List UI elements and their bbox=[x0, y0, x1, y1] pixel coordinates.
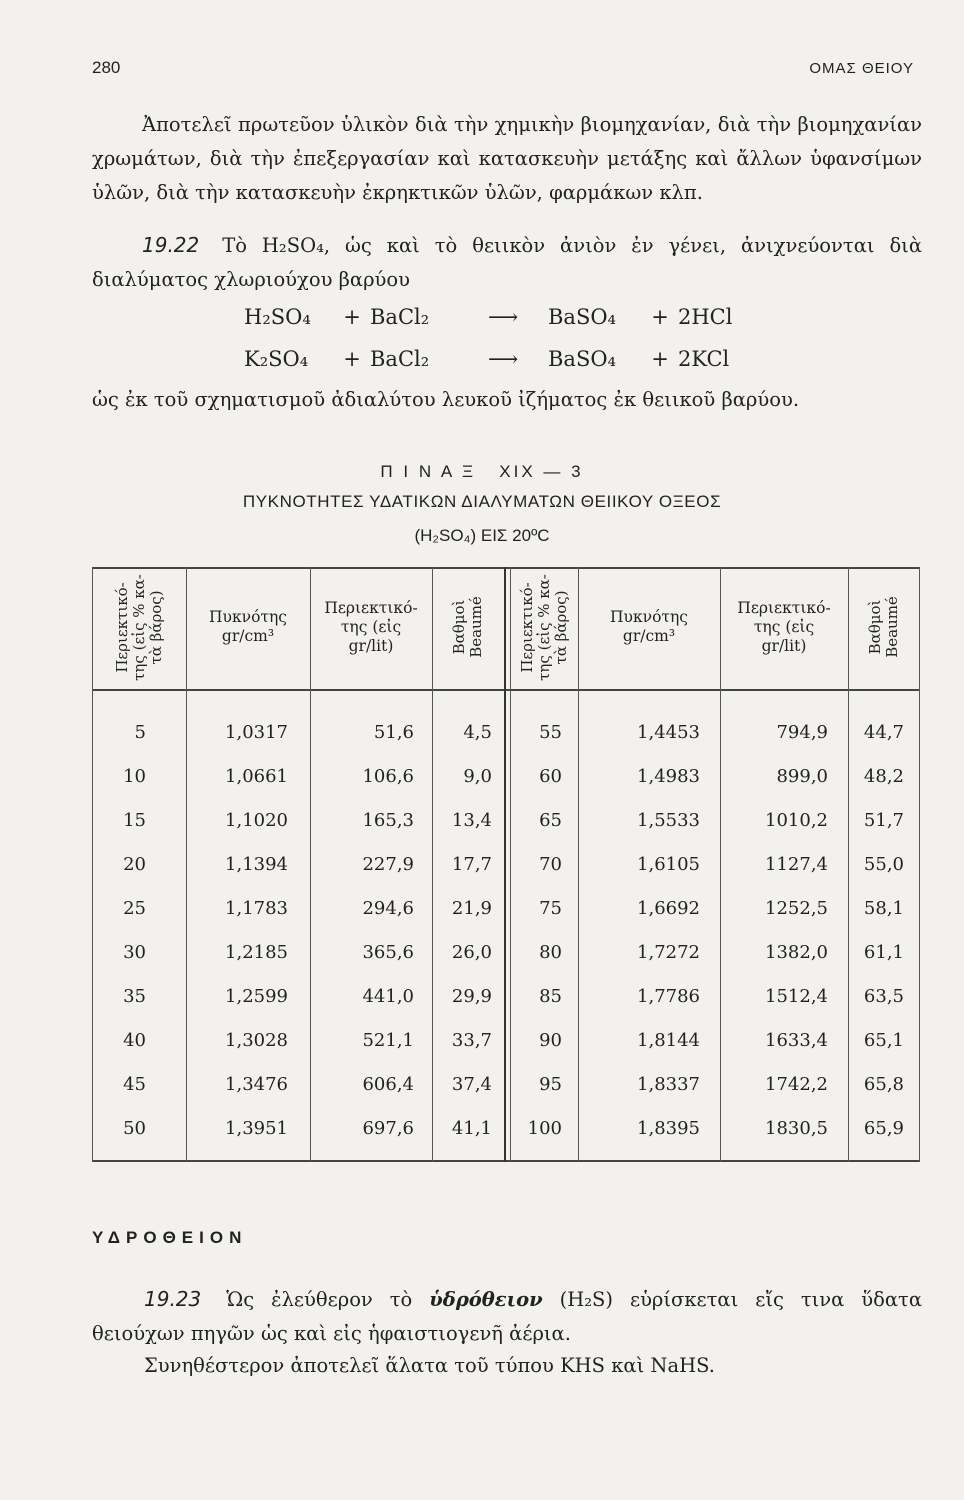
cell-density: 1,0661 bbox=[225, 766, 288, 787]
eq-term: K₂SO₄ bbox=[244, 347, 309, 371]
cell-density: 1,2599 bbox=[225, 986, 288, 1007]
cell-concentration: 794,9 bbox=[776, 722, 828, 743]
cell-percent: 20 bbox=[123, 854, 146, 875]
header-percent-right: Περιεκτικό- της (εἰς % κα- τὰ βάρος) bbox=[517, 573, 570, 681]
cell-baume: 33,7 bbox=[451, 1030, 492, 1051]
cell-percent: 35 bbox=[123, 986, 146, 1007]
section-text-before: Ὡς ἐλεύθερον τὸ bbox=[226, 1288, 413, 1311]
cell-baume: 37,4 bbox=[451, 1074, 492, 1095]
cell-baume: 61,1 bbox=[863, 942, 904, 963]
cell-density: 1,7786 bbox=[637, 986, 700, 1007]
cell-density: 1,1394 bbox=[225, 854, 288, 875]
term-hydrogen-sulfide: ὑδρόθειον bbox=[429, 1288, 543, 1311]
cell-baume: 17,7 bbox=[451, 854, 492, 875]
table-row bbox=[92, 975, 920, 1019]
cell-density: 1,3951 bbox=[225, 1118, 288, 1139]
table-row bbox=[92, 843, 920, 887]
table-subtitle: ΠΥΚΝΟΤΗΤΕΣ ΥΔΑΤΙΚΩΝ ΔΙΑΛΥΜΑΤΩΝ ΘΕΙΙΚΟΥ ΟΞΕΟΣ bbox=[242, 492, 722, 511]
eq-term: BaSO₄ bbox=[548, 305, 616, 329]
cell-concentration: 165,3 bbox=[362, 810, 414, 831]
equation-1 bbox=[244, 305, 764, 329]
table-row bbox=[92, 887, 920, 931]
cell-percent: 30 bbox=[123, 942, 146, 963]
section-heading-hydrogen-sulfide: ΥΔΡΟΘΕΙΟΝ bbox=[92, 1228, 248, 1247]
cell-concentration: 51,6 bbox=[373, 722, 414, 743]
header-percent-left: Περιεκτικό- της (εἰς % κα- τὰ βάρος) bbox=[112, 573, 165, 681]
cell-baume: 58,1 bbox=[863, 898, 904, 919]
salts-sentence: Συνηθέστερον ἀποτελεῖ ἅλατα τοῦ τύπου KHS καὶ NaHS. bbox=[144, 1354, 715, 1377]
cell-density: 1,3028 bbox=[225, 1030, 288, 1051]
cell-percent: 80 bbox=[539, 942, 562, 963]
cell-concentration: 365,6 bbox=[362, 942, 414, 963]
cell-density: 1,1020 bbox=[225, 810, 288, 831]
cell-percent: 70 bbox=[539, 854, 562, 875]
cell-percent: 100 bbox=[527, 1118, 562, 1139]
eq-term: BaSO₄ bbox=[548, 347, 616, 371]
table-row bbox=[92, 1019, 920, 1063]
cell-baume: 48,2 bbox=[863, 766, 904, 787]
eq-term: H₂SO₄ bbox=[244, 305, 311, 329]
cell-concentration: 1742,2 bbox=[765, 1074, 828, 1095]
section-text-after: (H₂S) εὑρίσκεται εἴς τινα ὕδατα θειούχων πηγῶν ὡς καὶ εἰς ἡφαιστιογενῆ ἀέρια. bbox=[92, 1288, 923, 1345]
cell-concentration: 1512,4 bbox=[765, 986, 828, 1007]
cell-percent: 5 bbox=[134, 722, 146, 743]
section-19-23-paragraph bbox=[92, 1282, 922, 1351]
table-subtitle-conditions: (H₂SO₄) ΕΙΣ 20ºC bbox=[414, 526, 550, 545]
cell-baume: 4,5 bbox=[463, 722, 492, 743]
table-row bbox=[92, 1107, 920, 1151]
cell-baume: 63,5 bbox=[863, 986, 904, 1007]
cell-density: 1,6692 bbox=[637, 898, 700, 919]
cell-baume: 41,1 bbox=[451, 1118, 492, 1139]
cell-concentration: 1127,4 bbox=[765, 854, 828, 875]
cell-concentration: 1382,0 bbox=[765, 942, 828, 963]
eq-operator: + bbox=[343, 347, 361, 371]
table-row bbox=[92, 755, 920, 799]
cell-density: 1,1783 bbox=[225, 898, 288, 919]
section-19-22-conclusion: ὡς ἐκ τοῦ σχηματισμοῦ ἀδιαλύτου λευκοῦ ἰζήματος ἐκ θειικοῦ βαρύου. bbox=[92, 388, 800, 411]
header-density-left: Πυκνότης gr/cm³ bbox=[209, 608, 287, 645]
density-table bbox=[92, 567, 920, 1162]
cell-density: 1,4453 bbox=[637, 722, 700, 743]
cell-concentration: 521,1 bbox=[362, 1030, 414, 1051]
cell-baume: 13,4 bbox=[451, 810, 492, 831]
eq-term: 2KCl bbox=[678, 347, 730, 371]
cell-percent: 55 bbox=[539, 722, 562, 743]
section-number: 19.22 bbox=[142, 233, 200, 257]
cell-density: 1,4983 bbox=[637, 766, 700, 787]
cell-baume: 9,0 bbox=[463, 766, 492, 787]
eq-term: BaCl₂ bbox=[370, 347, 430, 371]
cell-baume: 26,0 bbox=[451, 942, 492, 963]
cell-density: 1,6105 bbox=[637, 854, 700, 875]
table-row bbox=[92, 1063, 920, 1107]
cell-percent: 60 bbox=[539, 766, 562, 787]
section-19-22-paragraph bbox=[92, 228, 922, 297]
cell-density: 1,8395 bbox=[637, 1118, 700, 1139]
running-title: ΟΜΑΣ ΘΕΙΟΥ bbox=[809, 60, 914, 77]
cell-percent: 65 bbox=[539, 810, 562, 831]
eq-term: 2HCl bbox=[678, 305, 733, 329]
cell-density: 1,5533 bbox=[637, 810, 700, 831]
cell-density: 1,7272 bbox=[637, 942, 700, 963]
cell-percent: 45 bbox=[123, 1074, 146, 1095]
page-number: 280 bbox=[92, 58, 121, 77]
cell-percent: 10 bbox=[123, 766, 146, 787]
cell-density: 1,8144 bbox=[637, 1030, 700, 1051]
cell-concentration: 1830,5 bbox=[765, 1118, 828, 1139]
cell-concentration: 606,4 bbox=[362, 1074, 414, 1095]
cell-baume: 65,1 bbox=[863, 1030, 904, 1051]
cell-density: 1,3476 bbox=[225, 1074, 288, 1095]
cell-density: 1,0317 bbox=[225, 722, 288, 743]
cell-baume: 65,9 bbox=[863, 1118, 904, 1139]
table-title: Π Ι Ν Α Ξ XIX — 3 bbox=[380, 462, 584, 481]
cell-baume: 55,0 bbox=[863, 854, 904, 875]
eq-operator: + bbox=[343, 305, 361, 329]
eq-operator: + bbox=[651, 347, 669, 371]
cell-concentration: 106,6 bbox=[362, 766, 414, 787]
header-density-right: Πυκνότης gr/cm³ bbox=[610, 608, 688, 645]
cell-baume: 21,9 bbox=[451, 898, 492, 919]
cell-percent: 15 bbox=[123, 810, 146, 831]
equation-2 bbox=[244, 347, 764, 371]
section-number: 19.23 bbox=[144, 1287, 202, 1311]
cell-percent: 75 bbox=[539, 898, 562, 919]
eq-operator: + bbox=[651, 305, 669, 329]
eq-term: BaCl₂ bbox=[370, 305, 430, 329]
header-baume-right: Βαθμοὶ Beaumé bbox=[865, 596, 901, 658]
cell-baume: 29,9 bbox=[451, 986, 492, 1007]
cell-concentration: 899,0 bbox=[776, 766, 828, 787]
eq-arrow: ⟶ bbox=[487, 347, 519, 371]
cell-concentration: 227,9 bbox=[362, 854, 414, 875]
cell-concentration: 1633,4 bbox=[765, 1030, 828, 1051]
cell-density: 1,8337 bbox=[637, 1074, 700, 1095]
intro-paragraph: Ἀποτελεῖ πρωτεῦον ὑλικὸν διὰ τὴν χημικὴν βιομηχανίαν, διὰ τὴν βιομηχανίαν χρωμάτων, διὰ τὴν ἐπεξεργασίαν καὶ κατασκευὴν μετάξης καὶ ἄλλων ὑφανσίμων ὑλῶν, διὰ τὴν κατασκευὴν ἐκρηκτικῶν ὑλῶν, φαρμάκων κλπ. bbox=[92, 113, 922, 204]
header-concentration-left: Περιεκτικό- της (εἰς gr/lit) bbox=[324, 598, 418, 655]
cell-baume: 44,7 bbox=[863, 722, 904, 743]
cell-concentration: 1252,5 bbox=[765, 898, 828, 919]
cell-percent: 95 bbox=[539, 1074, 562, 1095]
cell-percent: 50 bbox=[123, 1118, 146, 1139]
cell-percent: 40 bbox=[123, 1030, 146, 1051]
table-row bbox=[92, 931, 920, 975]
cell-baume: 51,7 bbox=[863, 810, 904, 831]
table-row bbox=[92, 799, 920, 843]
eq-arrow: ⟶ bbox=[487, 305, 519, 329]
cell-percent: 90 bbox=[539, 1030, 562, 1051]
cell-percent: 85 bbox=[539, 986, 562, 1007]
cell-concentration: 441,0 bbox=[362, 986, 414, 1007]
header-concentration-right: Περιεκτικό- της (εἰς gr/lit) bbox=[737, 598, 831, 655]
cell-concentration: 294,6 bbox=[362, 898, 414, 919]
section-text: Τὸ H₂SO₄, ὡς καὶ τὸ θειικὸν ἀνιὸν ἐν γένει, ἀνιχνεύονται διὰ διαλύματος χλωριούχου βαρύου bbox=[92, 234, 922, 291]
cell-concentration: 1010,2 bbox=[765, 810, 828, 831]
cell-percent: 25 bbox=[123, 898, 146, 919]
header-baume-left: Βαθμοὶ Beaumé bbox=[449, 596, 485, 658]
cell-concentration: 697,6 bbox=[362, 1118, 414, 1139]
cell-density: 1,2185 bbox=[225, 942, 288, 963]
cell-baume: 65,8 bbox=[863, 1074, 904, 1095]
table-row bbox=[92, 711, 920, 755]
